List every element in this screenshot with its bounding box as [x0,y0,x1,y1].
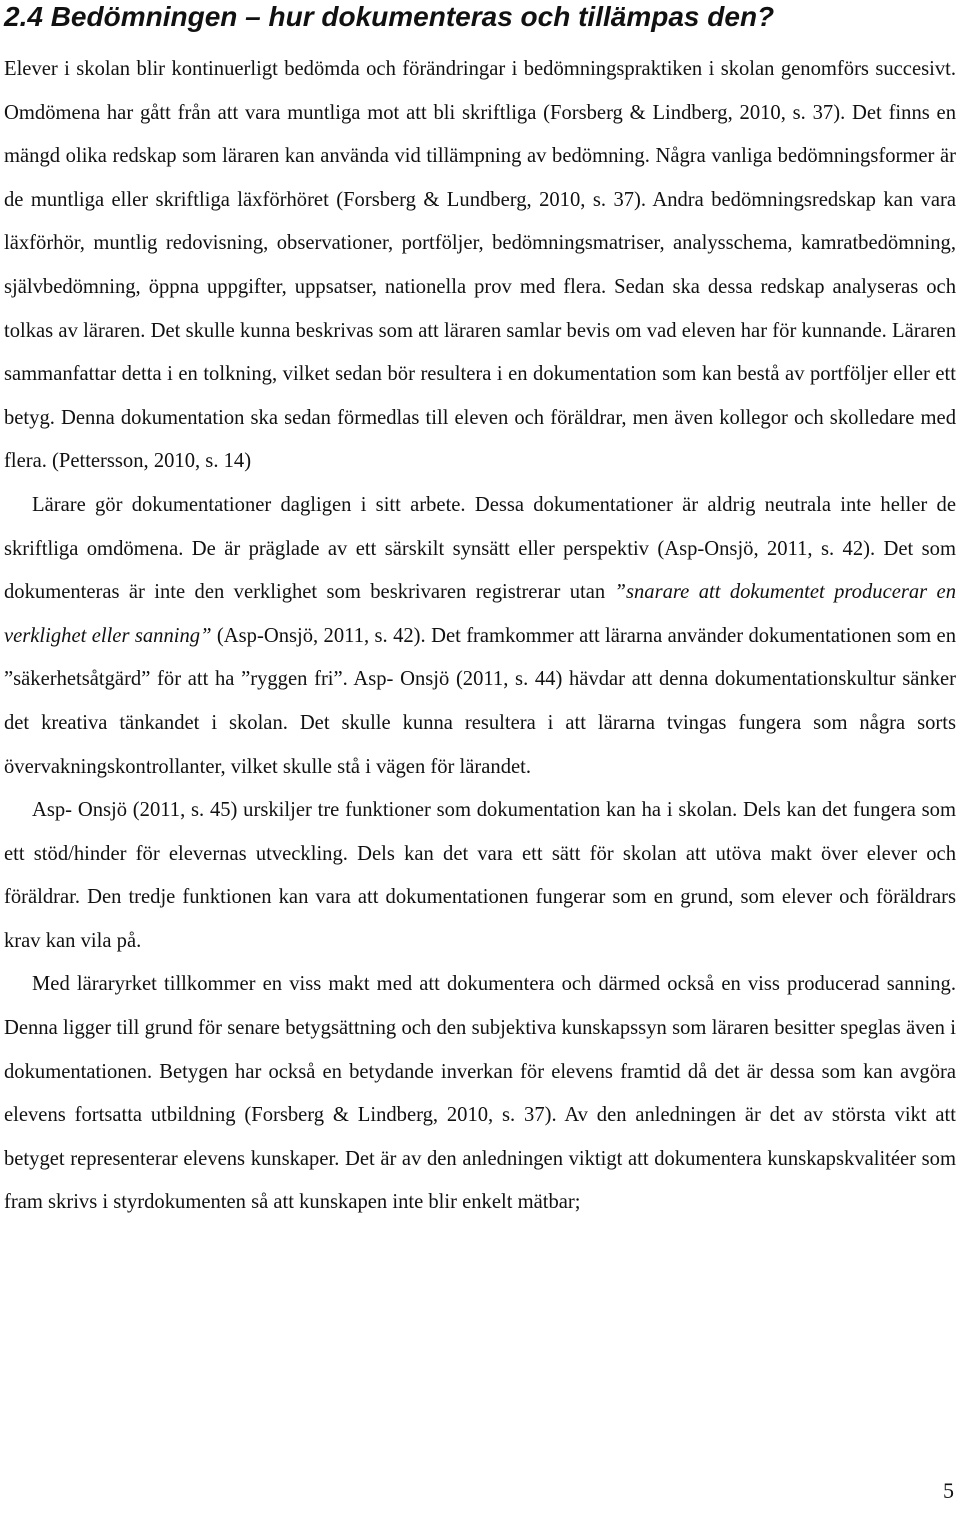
paragraph-text: Elever i skolan blir kontinuerligt bedömda och förändringar i bedömningspraktiken i skolan genomförs succesivt. Omdömena har gått från att vara muntliga mot att bli skriftliga (Forsberg & Lindberg, 2010, s. 37). Det finns en mängd olika redskap som läraren kan använda vid tillämpning av bedömning. Några vanliga bedömningsformer är de muntliga eller skriftliga läxförhöret (Forsberg & Lundberg, 2010, s. 37). Andra bedömningsredskap kan vara läxförhör, muntlig redovisning, observationer, portföljer, bedömningsmatriser, analysschema, kamratbedömning, självbedömning, öppna uppgifter, uppsatser, nationella prov med flera. Sedan ska dessa redskap analyseras och tolkas av läraren. Det skulle kunna beskrivas som att läraren samlar bevis om vad eleven har för kunnande. Läraren sammanfattar detta i en tolkning, vilket sedan bör resultera i en dokumentation som kan bestå av portföljer eller ett betyg. Denna dokumentation ska sedan förmedlas till eleven och föräldrar, men även kollegor och skolledare med flera. (Pettersson, 2010, s. 14) [4,58,956,473]
paragraph [4,789,956,963]
paragraph-text: (Asp-Onsjö, 2011, s. 42). Det framkommer att lärarna använder dokumentationen som en ”säkerhetsåtgärd” för att ha ”ryggen fri”. Asp- Onsjö (2011, s. 44) hävdar att denna dokumentationskultur sänker det kreativa tänkandet i skolan. Det skulle kunna resultera i att lärarna tvingas fungera som några sorts övervakningskontrollanter, vilket skulle stå i vägen för lärandet. [4,624,956,778]
paragraph-text: Asp- Onsjö (2011, s. 45) urskiljer tre funktioner som dokumentation kan ha i skolan. Dels kan det fungera som ett stöd/hinder för elevernas utveckling. Dels kan det vara ett sätt för skolan att utöva makt över elever och föräldrar. Den tredje funktionen kan vara att dokumentationen fungerar som en grund, som elever och föräldrars krav kan vila på. [4,799,956,952]
section-heading: 2.4 Bedömningen – hur dokumenteras och tillämpas den? [4,1,775,32]
paragraph [4,48,956,484]
page-number: 5 [943,1478,954,1503]
paragraph [4,963,956,1225]
paragraph-text: Lärare gör dokumentationer dagligen i sitt arbete. Dessa dokumentationer är aldrig neutrala inte heller de skriftliga omdömena. De är präglade av ett särskilt synsätt eller perspektiv (Asp-Onsjö, 2011, s. 42). Det som dokumenteras är inte den verklighet som beskrivaren registrerar utan [4,493,956,604]
quote-text: ”snarare att dokumentet producerar en verklighet eller sanning” [4,581,956,647]
body-text [4,48,956,1225]
paragraph-text: Med läraryrket tillkommer en viss makt med att dokumentera och därmed också en viss producerad sanning. Denna ligger till grund för senare betygsättning och den subjektiva kunskapssyn som läraren besitter speglas även i dokumentationen. Betygen har också en betydande inverkan för elevens framtid då det är dessa som kan avgöra elevens fortsatta utbildning (Forsberg & Lindberg, 2010, s. 37). Av den anledningen är det av största vikt att betyget representerar elevens kunskaper. Det är av den anledningen viktigt att dokumentera kunskapskvalitéer som fram skrivs i styrdokumenten så att kunskapen inte blir enkelt mätbar; [4,973,956,1214]
paragraph [4,484,956,789]
